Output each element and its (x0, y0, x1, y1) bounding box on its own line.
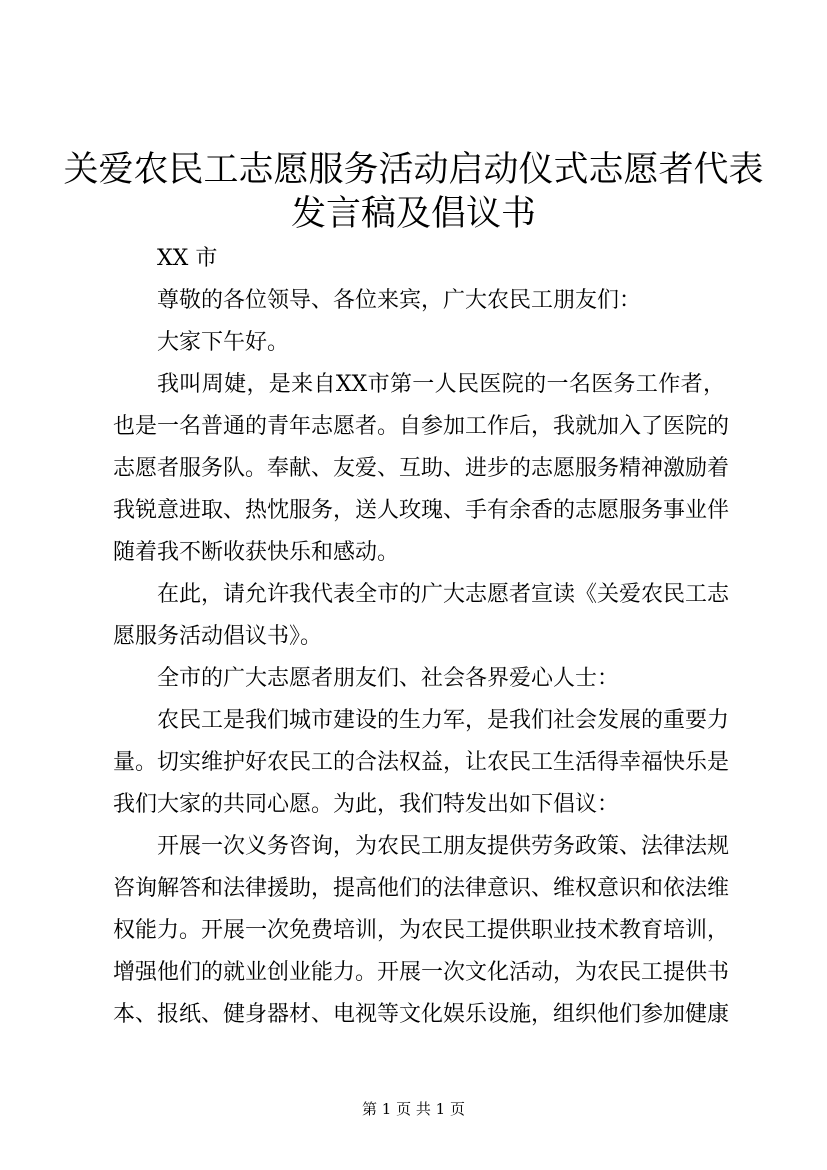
page-footer: 第 1 页 共 1 页 (362, 1100, 465, 1118)
body-line: XX 市 (157, 246, 218, 271)
document-title (0, 148, 827, 236)
body-line: 愿服务活动倡议书》。 (113, 624, 323, 649)
body-line: 咨询解答和法律援助，提高他们的法律意识、维权意识和依法维 (113, 876, 730, 901)
body-line: 本、报纸、健身器材、电视等文化娱乐设施，组织他们参加健康 (113, 1002, 730, 1027)
body-line: 志愿者服务队。奉献、友爱、互助、进步的志愿服务精神激励着 (113, 456, 730, 481)
title-line-2: 发言稿及倡议书 (290, 194, 536, 234)
title-line-1: 关爱农民工志愿服务活动启动仪式志愿者代表 (63, 150, 764, 190)
body-line: 我叫周婕，是来自XX市第一人民医院的一名医务工作者， (157, 372, 725, 397)
body-line: 我锐意进取、热忱服务，送人玫瑰、手有余香的志愿服务事业伴 (113, 498, 730, 523)
body-line: 开展一次义务咨询，为农民工朋友提供劳务政策、法律法规 (157, 834, 730, 859)
body-line: 随着我不断收获快乐和感动。 (113, 540, 400, 565)
body-line: 大家下午好。 (157, 330, 290, 355)
body-line: 尊敬的各位领导、各位来宾，广大农民工朋友们： (157, 288, 642, 313)
document-body (113, 238, 730, 1036)
body-line: 也是一名普通的青年志愿者。自参加工作后，我就加入了医院的 (113, 414, 730, 439)
body-line: 增强他们的就业创业能力。开展一次文化活动，为农民工提供书 (113, 960, 730, 985)
body-line: 量。切实维护好农民工的合法权益，让农民工生活得幸福快乐是 (113, 750, 730, 775)
body-line: 权能力。开展一次免费培训，为农民工提供职业技术教育培训， (113, 918, 730, 943)
body-line: 在此，请允许我代表全市的广大志愿者宣读《关爱农民工志 (157, 582, 730, 607)
body-line: 我们大家的共同心愿。为此，我们特发出如下倡议： (113, 792, 620, 817)
body-line: 农民工是我们城市建设的生力军，是我们社会发展的重要力 (157, 708, 730, 733)
body-line: 全市的广大志愿者朋友们、社会各界爱心人士： (157, 666, 620, 691)
